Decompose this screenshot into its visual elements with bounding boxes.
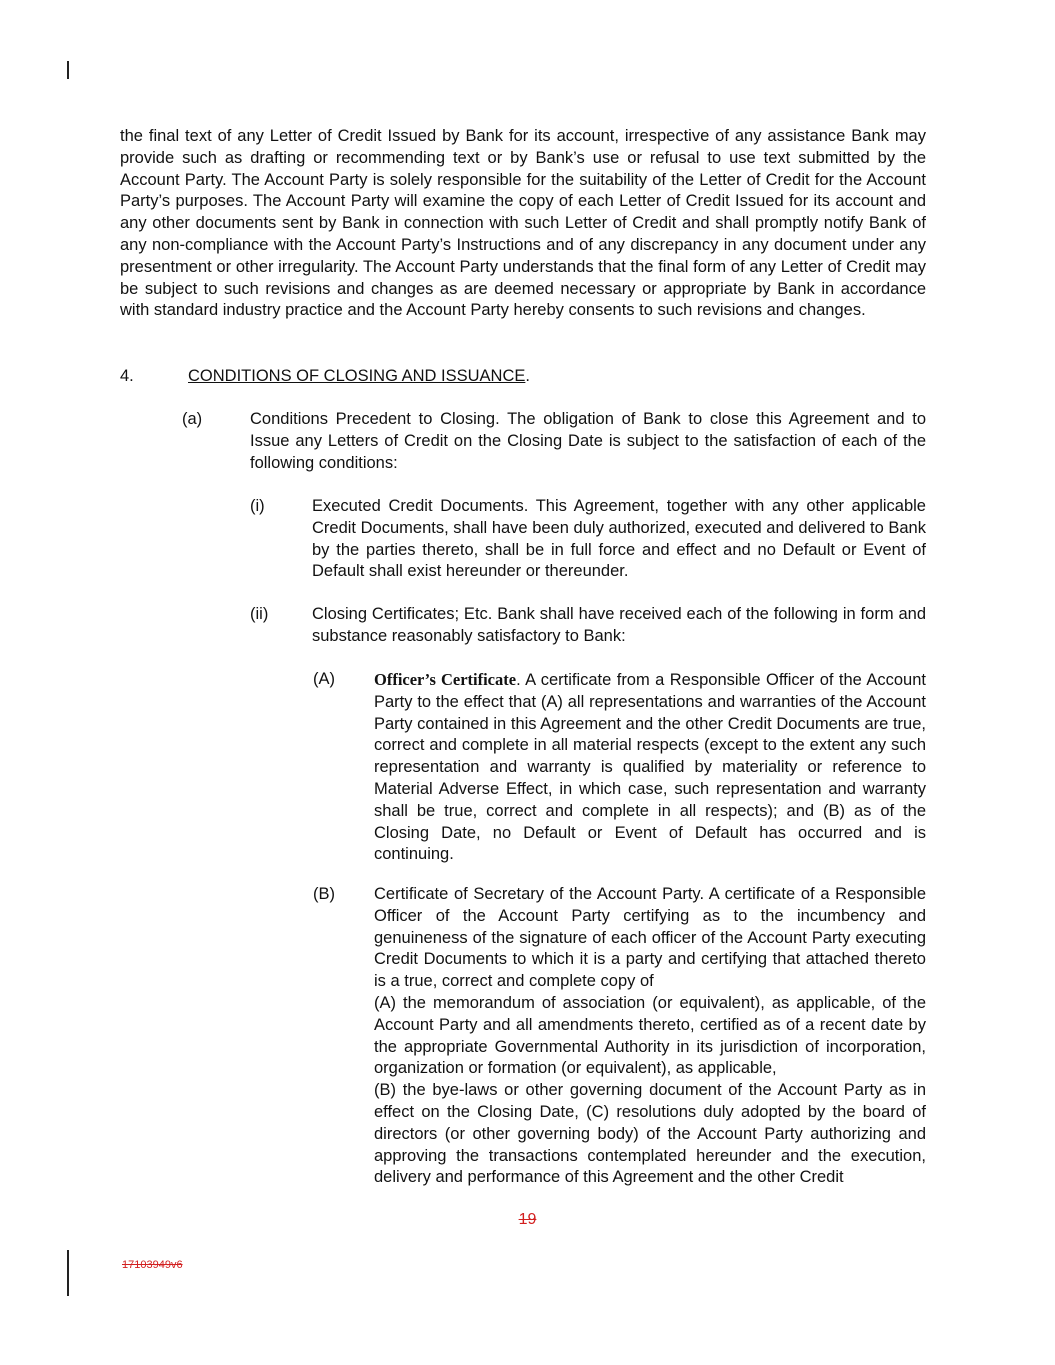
item-B-text-1: Certificate of Secretary of the Account Party. A certificate of a Responsible Officer of the Account Party certifying as to the incumbency and genuineness of the signature of each officer of the Account Party executing Credit Documents to which it is a party and certifying that attached thereto is a true, correct and complete copy of [374, 885, 926, 991]
section-title-suffix: . [525, 367, 530, 385]
item-i-text: Executed Credit Documents. This Agreement, together with any other applicable Credit Documents, shall have been duly authorized, executed and delivered to Bank by the parties thereto, shall be in full force and effect and no Default or Event of Default shall exist hereunder or thereunder. [312, 497, 926, 581]
item-B-text-2: (A) the memorandum of association (or equivalent), as applicable, of the Account Party and all amendments thereto, certified as of a recent date by the appropriate Governmental Authority in its jurisdiction of incorporation, organization or formation (or equivalent), as applicable, [374, 993, 926, 1078]
item-ii-marker: (ii) [250, 605, 269, 623]
section-heading [188, 365, 530, 387]
item-ii-text: Closing Certificates; Etc. Bank shall have received each of the following in form and substance reasonably satisfactory to Bank: [312, 605, 926, 645]
item-A-marker: (A) [313, 670, 335, 688]
subsection-a-marker: (a) [182, 410, 203, 428]
item-A-text: . A certificate from a Responsible Officer of the Account Party to the effect that (A) all representations and warranties of the Account Party contained in this Agreement and the other Credit Documents are true, correct and complete in all material respects (except to the extent any such representation and warranty is qualified by materiality or reference to Material Adverse Effect, in which case, such representation and warranty shall be true, correct and complete in all respects); and (B) as of the Closing Date, no Default or Event of Default has occurred and is continuing. [374, 671, 926, 864]
change-bar-top [67, 61, 69, 79]
section-number: 4. [120, 367, 134, 385]
document-id: 17103949v6 [122, 1259, 183, 1271]
item-B-marker: (B) [313, 885, 335, 903]
subsection-a-text: Conditions Precedent to Closing. The obligation of Bank to close this Agreement and to Issue any Letters of Credit on the Closing Date is subject to the satisfaction of each of the following conditions: [250, 410, 926, 472]
item-B-text-3: (B) the bye-laws or other governing document of the Account Party as in effect on the Closing Date, (C) resolutions duly adopted by the board of directors (or other governing body) of the Account Party authorizing and approving the transactions contemplated hereunder and the execution, delivery and performance of this Agreement and the other Credit [374, 1081, 926, 1187]
change-bar-bottom [67, 1250, 69, 1296]
item-B-block [374, 884, 926, 1189]
item-A-block [374, 669, 926, 866]
section-title: CONDITIONS OF CLOSING AND ISSUANCE [188, 367, 526, 385]
intro-paragraph: the final text of any Letter of Credit Issued by Bank for its account, irrespective of any assistance Bank may provide such as drafting or recommending text or by Bank’s use or refusal to use text submitted by the Account Party. The Account Party is solely responsible for the suitability of the Letter of Credit for the Account Party’s purposes. The Account Party will examine the copy of each Letter of Credit Issued for its account and any other documents sent by Bank in connection with such Letter of Credit and shall promptly notify Bank of any non-compliance with the Account Party’s Instructions and of any discrepancy in any document under any presentment or other irregularity. The Account Party understands that the final form of any Letter of Credit may be subject to such revisions and changes as are deemed necessary or appropriate by Bank in accordance with standard industry practice and the Account Party hereby consents to such revisions and changes. [120, 127, 926, 320]
item-A-title: Officer’s Certificate [374, 670, 517, 689]
item-i-marker: (i) [250, 497, 265, 515]
page-number: 19 [518, 1211, 537, 1228]
